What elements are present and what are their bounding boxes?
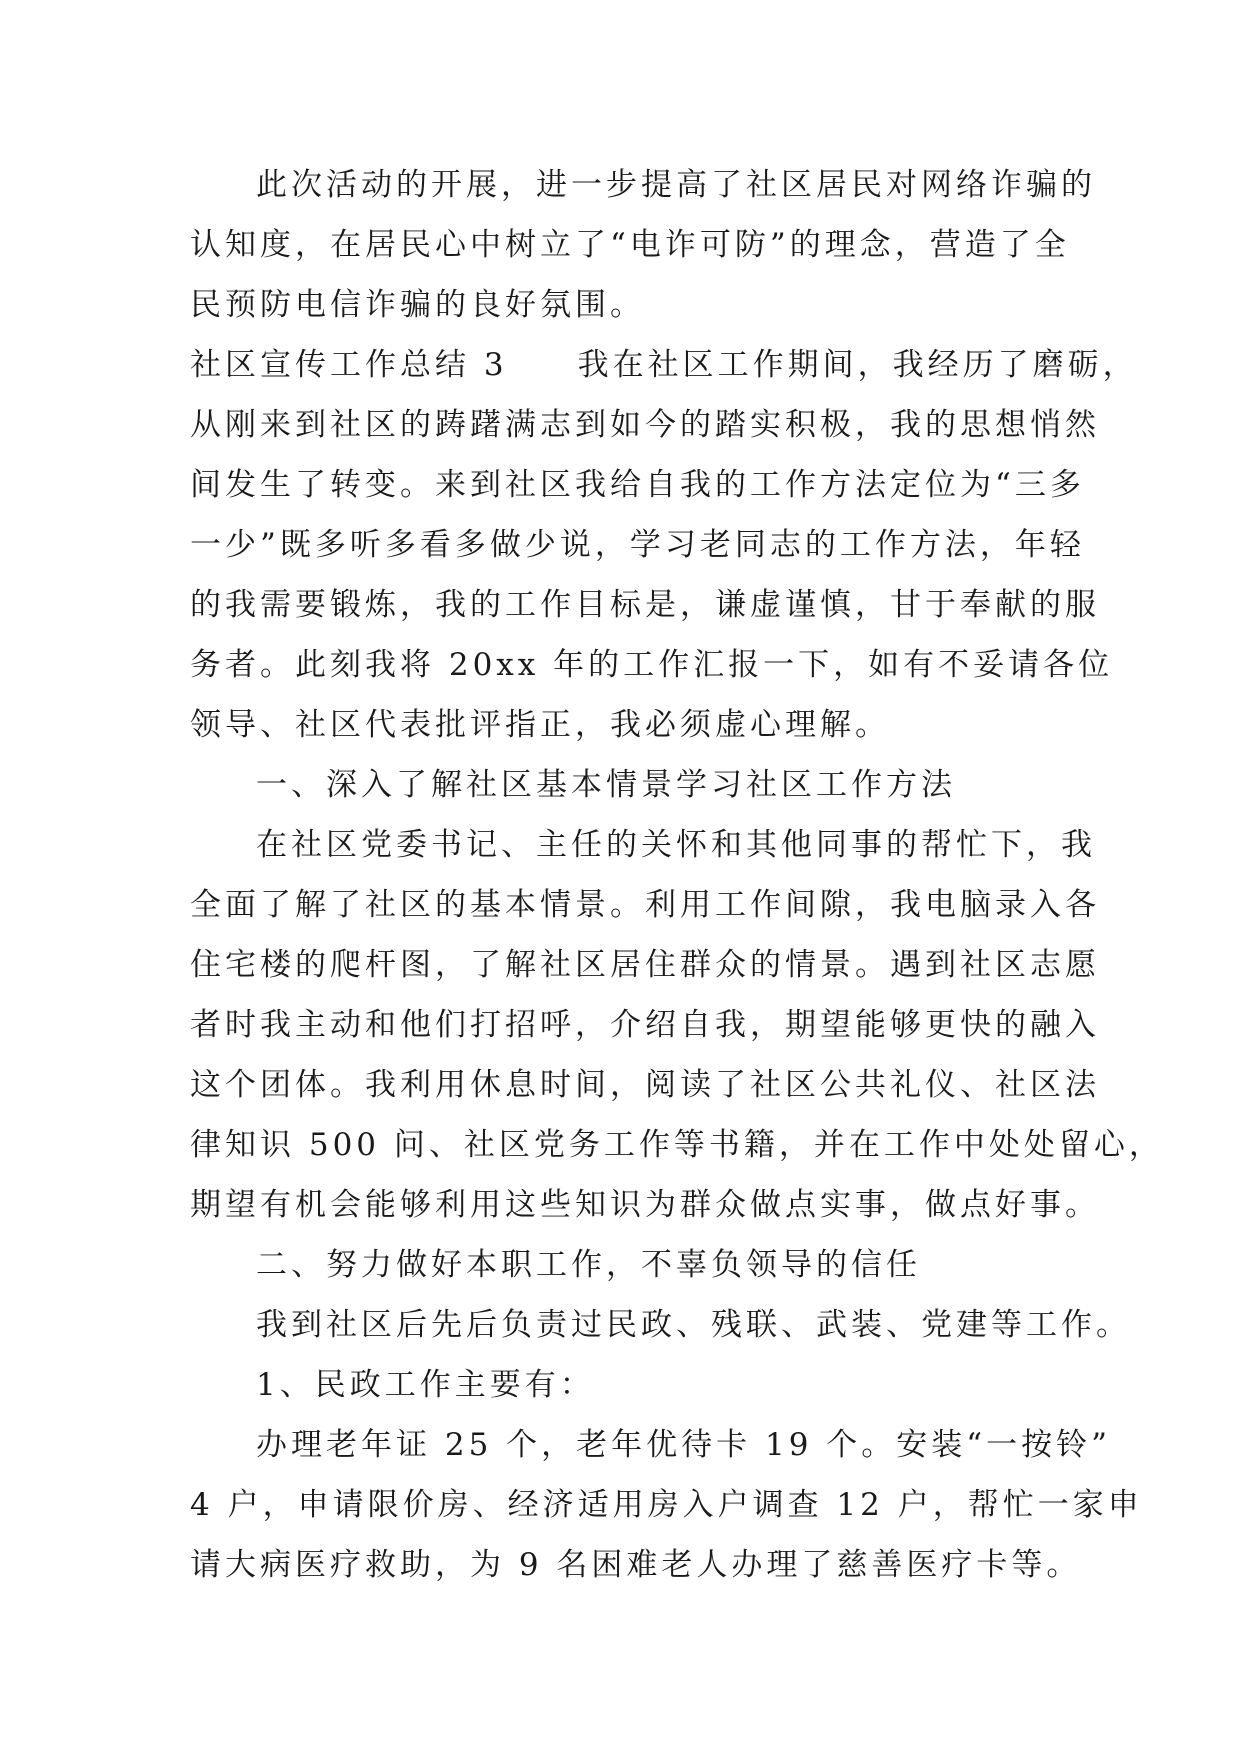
paragraph-line: 请大病医疗救助，为 9 名困难老人办理了慈善医疗卡等。 [190, 1547, 1082, 1583]
paragraph-line: 一少”既多听多看多做少说，学习老同志的工作方法，年轻 [190, 527, 1085, 563]
paragraph-line: 间发生了转变。来到社区我给自我的工作方法定位为“三多 [190, 467, 1085, 503]
paragraph-line: 全面了解了社区的基本情景。利用工作间隙，我电脑录入各 [190, 887, 1100, 923]
section-title: 社区宣传工作总结 3 [190, 347, 508, 383]
subheading-1: 1、民政工作主要有： [256, 1367, 595, 1403]
paragraph-line: 我在社区工作期间，我经历了磨砺， [577, 347, 1138, 383]
paragraph-line: 务者。此刻我将 20xx 年的工作汇报一下，如有不妥请各位 [190, 647, 1114, 683]
section-title-line [190, 345, 1138, 385]
paragraph-line: 办理老年证 25 个，老年优待卡 19 个。安装“一按铃” [256, 1427, 1112, 1463]
paragraph-line: 此次活动的开展，进一步提高了社区居民对网络诈骗的 [256, 167, 1096, 203]
paragraph-line: 认知度，在居民心中树立了“电诈可防”的理念，营造了全 [190, 227, 1070, 263]
heading-1: 一、深入了解社区基本情景学习社区工作方法 [256, 767, 956, 803]
paragraph-line: 者时我主动和他们打招呼，介绍自我，期望能够更快的融入 [190, 1007, 1100, 1043]
paragraph-line: 期望有机会能够利用这些知识为群众做点实事，做点好事。 [190, 1187, 1100, 1223]
heading-2: 二、努力做好本职工作，不辜负领导的信任 [256, 1247, 921, 1283]
paragraph-line: 住宅楼的爬杆图，了解社区居住群众的情景。遇到社区志愿 [190, 947, 1100, 983]
paragraph-line: 4 户，申请限价房、经济适用房入户调查 12 户，帮忙一家申 [190, 1487, 1143, 1523]
paragraph-line: 的我需要锻炼，我的工作目标是，谦虚谨慎，甘于奉献的服 [190, 587, 1100, 623]
paragraph-line: 我到社区后先后负责过民政、残联、武装、党建等工作。 [256, 1307, 1131, 1343]
paragraph-line: 民预防电信诈骗的良好氛围。 [190, 287, 645, 323]
paragraph-line: 这个团体。我利用休息时间，阅读了社区公共礼仪、社区法 [190, 1067, 1100, 1103]
paragraph-line: 在社区党委书记、主任的关怀和其他同事的帮忙下，我 [256, 827, 1096, 863]
paragraph-line: 律知识 500 问、社区党务工作等书籍，并在工作中处处留心， [190, 1127, 1164, 1163]
paragraph-line: 从刚来到社区的踌躇满志到如今的踏实积极，我的思想悄然 [190, 407, 1100, 443]
paragraph-line: 领导、社区代表批评指正，我必须虚心理解。 [190, 707, 890, 743]
